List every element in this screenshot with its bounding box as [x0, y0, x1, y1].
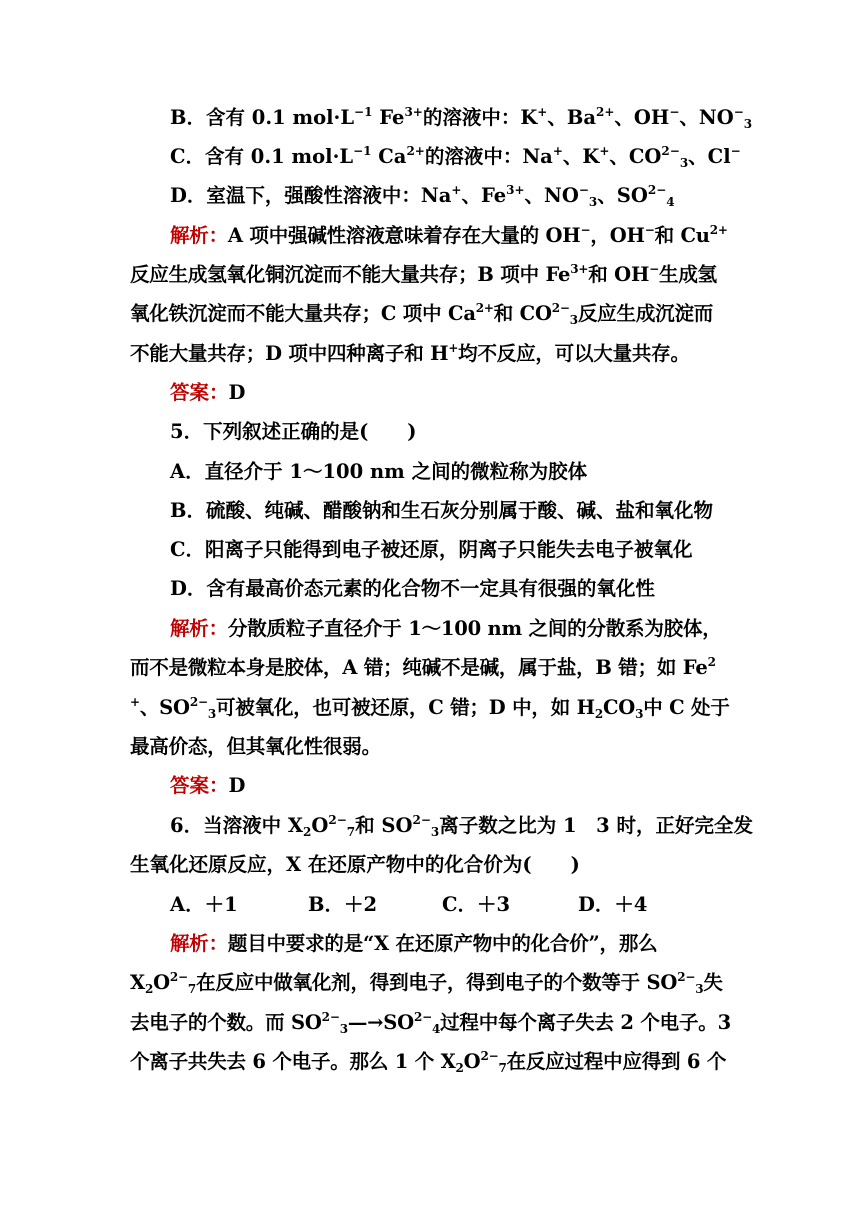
analysis-label: 解析： [170, 617, 228, 640]
text-run: 6．当溶液中 X [170, 814, 303, 837]
text-run: 的溶液中：K [422, 106, 538, 129]
subscript: 4 [431, 1022, 441, 1036]
q6-analysis-line-1 [0, 928, 860, 960]
text-run: Ca [371, 145, 407, 168]
text-run: 和 Cu [654, 224, 710, 247]
text-run: 题目中要求的是“X 在还原产物中的化合价”，那么 [227, 932, 658, 955]
text-run: —→SO [347, 1011, 414, 1034]
text-run: O [463, 1050, 481, 1073]
q4-option-c [0, 141, 860, 173]
superscript: + [448, 341, 459, 355]
superscript: 2− [661, 144, 680, 158]
superscript: 3+ [404, 105, 423, 119]
superscript: 2 [707, 655, 716, 669]
q5-option-b: B．硫酸、纯碱、醋酸钠和生石灰分别属于酸、碱、盐和氧化物 [170, 499, 713, 522]
text-run: 、OH [614, 106, 670, 129]
superscript: 2− [551, 301, 570, 315]
text-run: 、SO [139, 696, 190, 719]
text-run: 氧化铁沉淀而不能大量共存；C 项中 Ca [130, 302, 476, 325]
subscript: 3 [207, 707, 216, 721]
text-run: 和 OH [588, 263, 650, 286]
superscript: + [537, 105, 548, 119]
superscript: −1 [354, 105, 373, 119]
q5-answer [0, 770, 860, 802]
subscript: 7 [346, 825, 356, 839]
superscript: + [130, 695, 140, 709]
text-run: 、Fe [461, 184, 507, 207]
superscript: 2+ [709, 223, 728, 237]
superscript: − [644, 223, 655, 237]
text-run: C．含有 0.1 mol·L [170, 145, 354, 168]
superscript: 2+ [406, 144, 425, 158]
subscript: 2 [144, 982, 154, 996]
superscript: 3+ [570, 262, 589, 276]
q5-option-c: C．阳离子只能得到电子被还原，阴离子只能失去电子被氧化 [170, 538, 693, 561]
text-run: 、NO [524, 184, 579, 207]
answer-label: 答案： [170, 381, 229, 404]
subscript: 2 [303, 825, 312, 839]
text-run: O [311, 814, 329, 837]
superscript: − [730, 144, 741, 158]
superscript: 2+ [595, 105, 615, 119]
q5-analysis-line-4: 最高价态，但其氧化性很弱。 [130, 735, 381, 758]
q6-analysis-line-4 [0, 1046, 860, 1078]
q4-analysis-line-4 [0, 338, 860, 370]
superscript: 2− [169, 970, 188, 984]
text-run: 可被氧化，也可被还原，C 错；D 中，如 H [216, 696, 595, 719]
q5-analysis-line-3 [0, 692, 860, 724]
text-run: 失 [703, 971, 723, 994]
text-run: 生成氢 [659, 263, 717, 286]
q4-option-b [0, 102, 860, 134]
superscript: 2− [321, 1010, 340, 1024]
q5-stem: 5．下列叙述正确的是( ) [170, 420, 417, 443]
superscript: − [649, 262, 660, 276]
q6-option-d: D．＋4 [578, 893, 648, 916]
text-run: 和 SO [355, 814, 413, 837]
q6-option-c: C．＋3 [442, 893, 511, 916]
text-run: D [228, 381, 246, 404]
subscript: 7 [187, 982, 197, 996]
text-run: B．含有 0.1 mol·L [170, 106, 355, 129]
text-run: 均不反应，可以大量共存。 [458, 342, 690, 365]
text-run: 中 C 处于 [643, 696, 730, 719]
text-run: 而不是微粒本身是胶体，A 错；纯碱不是碱，属于盐，B 错；如 Fe [130, 656, 708, 679]
superscript: + [599, 144, 610, 158]
superscript: − [578, 183, 589, 197]
text-run: D [228, 774, 246, 797]
superscript: + [451, 183, 462, 197]
subscript: 3 [569, 313, 578, 327]
text-run: 、Ba [547, 106, 596, 129]
q4-option-d [0, 180, 860, 212]
text-run: 、K [562, 145, 600, 168]
q6-option-a: A．＋1 [170, 893, 238, 916]
superscript: 3+ [506, 183, 525, 197]
text-run: ，OH [590, 224, 645, 247]
q6-analysis-line-2 [0, 967, 860, 999]
text-run: D．室温下，强酸性溶液中：Na [170, 184, 452, 207]
text-run: 过程中每个离子失去 2 个电子。3 [440, 1011, 731, 1034]
text-run: 、CO [609, 145, 662, 168]
text-run: 在反应中做氧化剂，得到电子，得到电子的个数等于 SO [196, 971, 678, 994]
text-run: 不能大量共存；D 项中四种离子和 H [130, 342, 449, 365]
text-run: CO [602, 696, 636, 719]
superscript: + [552, 144, 563, 158]
superscript: 2− [413, 1010, 432, 1024]
subscript: 2 [455, 1061, 464, 1075]
text-run: O [153, 971, 170, 994]
text-run: 和 CO [493, 302, 552, 325]
text-run: Fe [372, 106, 405, 129]
subscript: 3 [635, 707, 644, 721]
text-run: 、NO [679, 106, 734, 129]
superscript: −1 [353, 144, 372, 158]
text-run: X [130, 971, 145, 994]
subscript: 3 [430, 825, 440, 839]
text-run: 反应生成氢氧化铜沉淀而不能大量共存；B 项中 Fe [130, 263, 571, 286]
superscript: 2− [647, 183, 667, 197]
subscript: 3 [695, 982, 704, 996]
superscript: 2− [328, 813, 347, 827]
analysis-label: 解析： [170, 932, 228, 955]
q6-stem-line-1 [0, 810, 860, 842]
text-run: 反应生成沉淀而 [577, 302, 714, 325]
superscript: 2− [412, 813, 431, 827]
q6-analysis-line-3 [0, 1007, 860, 1039]
text-run: 、Cl [688, 145, 731, 168]
q5-analysis-line-1 [0, 613, 860, 645]
answer-label: 答案： [170, 774, 229, 797]
text-run: 分散质粒子直径介于 1～100 nm 之间的分散系为胶体， [227, 617, 722, 640]
analysis-label: 解析： [170, 224, 228, 247]
q5-option-a: A．直径介于 1～100 nm 之间的微粒称为胶体 [170, 460, 588, 483]
subscript: 3 [588, 195, 598, 209]
superscript: − [580, 223, 591, 237]
q4-analysis-line-3 [0, 298, 860, 330]
subscript: 4 [666, 195, 675, 209]
text-run: 离子数之比为 1 3 时，正好完全发 [439, 814, 753, 837]
q6-option-b: B．＋2 [308, 893, 378, 916]
subscript: 3 [743, 117, 753, 131]
superscript: 2− [189, 695, 208, 709]
q5-analysis-line-2 [0, 652, 860, 684]
q4-answer [0, 377, 860, 409]
q4-analysis-line-2 [0, 259, 860, 291]
superscript: − [669, 105, 680, 119]
text-run: 在反应过程中应得到 6 个 [506, 1050, 727, 1073]
text-run: 的溶液中：Na [424, 145, 553, 168]
text-run: 、SO [597, 184, 648, 207]
text-run: 去电子的个数。而 SO [130, 1011, 322, 1034]
q4-analysis-line-1 [0, 220, 860, 252]
text-run: 个离子共失去 6 个电子。那么 1 个 X [130, 1050, 456, 1073]
superscript: 2− [677, 970, 696, 984]
superscript: 2− [480, 1049, 499, 1063]
subscript: 2 [594, 707, 603, 721]
superscript: − [733, 105, 744, 119]
subscript: 3 [339, 1022, 348, 1036]
q6-stem-line-2: 生氧化还原反应，X 在还原产物中的化合价为( ) [130, 853, 580, 876]
text-run: A 项中强碱性溶液意味着存在大量的 OH [227, 224, 581, 247]
q5-option-d: D．含有最高价态元素的化合物不一定具有很强的氧化性 [170, 577, 655, 600]
subscript: 7 [498, 1061, 507, 1075]
subscript: 3 [679, 156, 689, 170]
superscript: 2+ [475, 301, 494, 315]
